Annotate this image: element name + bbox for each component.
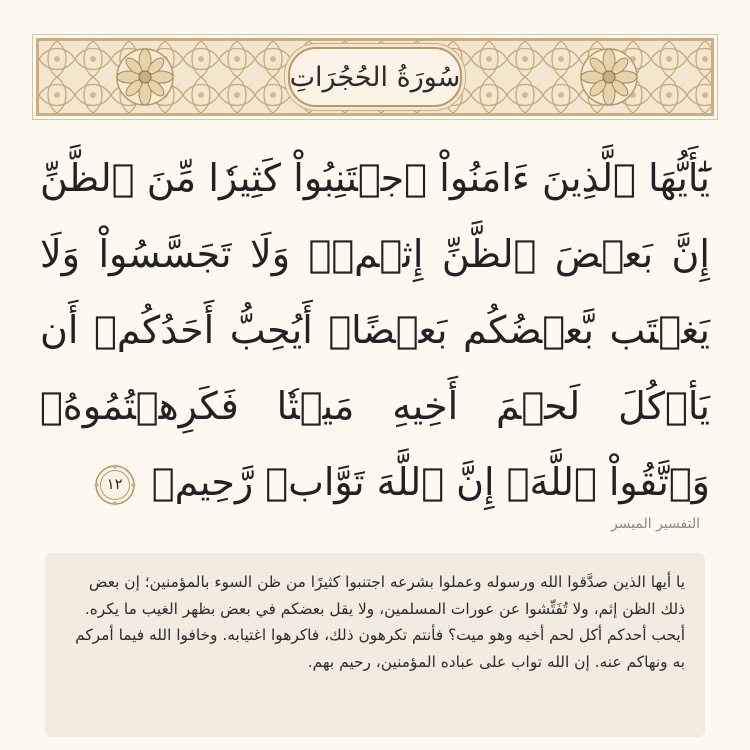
tafsir-label: التفسير الميسر (610, 516, 700, 532)
surah-title: سُورَةُ الحُجُرَاتِ (289, 61, 461, 93)
rosette-ornament-left (115, 47, 175, 107)
rosette-ornament-right (579, 47, 639, 107)
tafsir-box (45, 553, 705, 737)
verse-text: يَٰٓأَيُّهَا ٱلَّذِينَ ءَامَنُواْ ٱجۡتَنِبُواْ كَثِيرٗا مِّنَ ٱلظَّنِّ إِنَّ بَعۡضَ ٱلظَّنِّ إِثۡمٞۖ وَلَا تَجَسَّسُواْ وَلَا يَغۡتَب بَّعۡضُكُم بَعۡضًاۚ أَيُحِبُّ أَحَدُكُمۡ أَن يَأۡكُلَ لَحۡمَ أَخِيهِ مَيۡتٗا فَكَرِهۡتُمُوهُۚ وَٱتَّقُواْ ٱللَّهَۚ إِنَّ ٱللَّهَ تَوَّابٞ رَّحِيمٞ (40, 156, 710, 504)
quran-verse (40, 140, 710, 520)
surah-header-banner (36, 38, 714, 116)
ayah-number-marker (94, 464, 136, 506)
tafsir-text: يا أيها الذين صدَّقوا الله ورسوله وعملوا بشرعه اجتنبوا كثيرًا من ظن السوء بالمؤمنين؛ إن بعض ذلك الظن إثم، ولا تُفَتِّشوا عن عورات المسلمين، ولا يقل بعضكم في بعض بظهر الغيب ما يكره. أيحب أحدكم أكل لحم أخيه وهو ميت؟ فأنتم تكرهون ذلك، فاكرهوا اغتيابه. وخافوا الله فيما أمركم به ونهاكم عنه. إن الله تواب على عباده المؤمنين، رحيم بهم. (75, 573, 685, 671)
ayah-number: ١٢ (106, 475, 123, 493)
surah-title-cartouche (288, 47, 462, 107)
